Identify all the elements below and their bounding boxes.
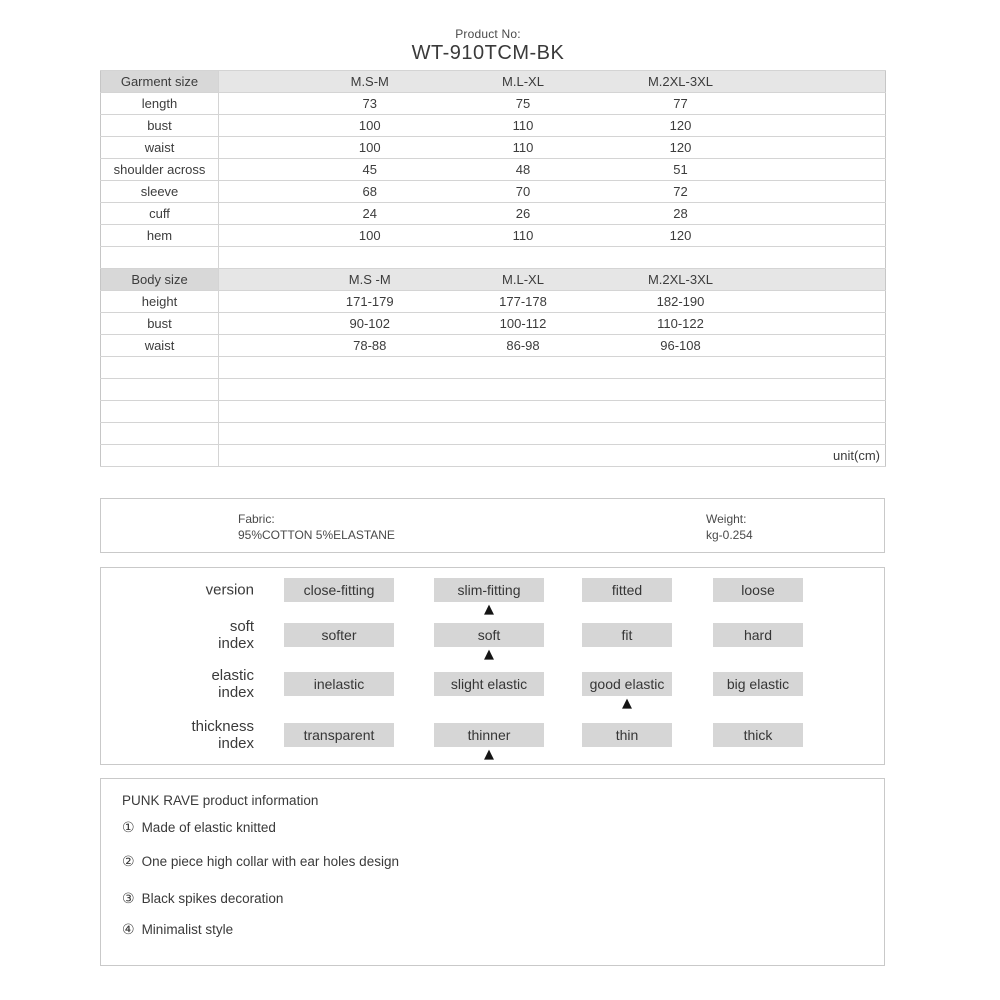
value-cell: 24 (219, 203, 446, 225)
item-number-icon: ① (122, 820, 135, 836)
value-cell: M.2XL-3XL (601, 71, 761, 93)
value-cell (761, 115, 886, 137)
option-box: thinner (434, 723, 544, 747)
garment-size-row (101, 115, 886, 137)
fabric-label: Fabric: (238, 512, 275, 526)
value-cell: 77 (601, 93, 761, 115)
body-size-row (101, 313, 886, 335)
value-cell (601, 401, 761, 423)
row-label-cell: height (101, 291, 219, 313)
value-cell: 120 (601, 225, 761, 247)
row-label-cell: waist (101, 137, 219, 159)
value-cell: M.S-M (219, 71, 446, 93)
value-cell: 45 (219, 159, 446, 181)
weight-label: Weight: (706, 512, 747, 526)
row-label-cell (101, 379, 219, 401)
item-text: Made of elastic knitted (141, 820, 276, 835)
value-cell (446, 379, 601, 401)
garment-size-row (101, 181, 886, 203)
option-box: soft (434, 623, 544, 647)
empty-row (101, 357, 886, 379)
product-info-item (122, 891, 283, 907)
value-cell: 100-112 (446, 313, 601, 335)
product-no-value: WT-910TCM-BK (411, 42, 565, 64)
value-cell: 72 (601, 181, 761, 203)
weight-block (706, 511, 753, 543)
value-cell (761, 159, 886, 181)
attr-row-version (101, 578, 884, 617)
row-label-cell: length (101, 93, 219, 115)
value-cell (446, 401, 601, 423)
body-size-header-row (101, 269, 886, 291)
product-info-item (122, 854, 399, 870)
value-cell (761, 71, 886, 93)
value-cell (761, 93, 886, 115)
value-cell (761, 423, 886, 445)
value-cell: M.L-XL (446, 71, 601, 93)
value-cell (601, 357, 761, 379)
value-cell: 26 (446, 203, 601, 225)
value-cell: 28 (601, 203, 761, 225)
option-box: thin (582, 723, 672, 747)
row-label-cell: shoulder across (101, 159, 219, 181)
row-label-cell: bust (101, 313, 219, 335)
row-label-cell (101, 401, 219, 423)
option-box: slight elastic (434, 672, 544, 696)
garment-size-row (101, 203, 886, 225)
value-cell: 90-102 (219, 313, 446, 335)
option-box: fit (582, 623, 672, 647)
value-cell: 73 (219, 93, 446, 115)
product-info-title: PUNK RAVE product information (122, 793, 319, 808)
row-label-cell: bust (101, 115, 219, 137)
value-cell (761, 181, 886, 203)
value-cell (219, 401, 446, 423)
value-cell: 110 (446, 225, 601, 247)
attr-row-label: elastic index (211, 667, 254, 701)
product-no-label: Product No: (455, 27, 521, 41)
value-cell: 70 (446, 181, 601, 203)
value-cell: 110-122 (601, 313, 761, 335)
attr-row-elastic-index (101, 667, 884, 711)
value-cell (219, 247, 446, 269)
value-cell (761, 203, 886, 225)
body-size-row (101, 291, 886, 313)
unit-row (101, 445, 886, 467)
garment-size-row (101, 159, 886, 181)
row-label-cell (101, 423, 219, 445)
value-cell (219, 379, 446, 401)
value-cell: M.S -M (219, 269, 446, 291)
value-cell (446, 357, 601, 379)
body-size-row (101, 335, 886, 357)
option-box: close-fitting (284, 578, 394, 602)
empty-row (101, 247, 886, 269)
value-cell (761, 401, 886, 423)
garment-size-row (101, 225, 886, 247)
size-table (100, 70, 886, 467)
attr-row-label: thickness index (191, 718, 254, 752)
option-box: softer (284, 623, 394, 647)
row-label-cell (101, 445, 219, 467)
garment-size-row (101, 93, 886, 115)
value-cell: 86-98 (446, 335, 601, 357)
empty-row (101, 401, 886, 423)
value-cell: 75 (446, 93, 601, 115)
fabric-value: 95%COTTON 5%ELASTANE (238, 528, 395, 542)
fabric-block (238, 511, 395, 543)
value-cell (446, 247, 601, 269)
value-cell (601, 247, 761, 269)
row-label-cell: Body size (101, 269, 219, 291)
empty-row (101, 423, 886, 445)
attr-row-thickness-index (101, 718, 884, 762)
value-cell (761, 225, 886, 247)
value-cell (601, 379, 761, 401)
attr-row-label: soft index (218, 618, 254, 652)
option-box: big elastic (713, 672, 803, 696)
value-cell: 120 (601, 137, 761, 159)
product-info-item (122, 922, 233, 938)
item-number-icon: ④ (122, 922, 135, 938)
value-cell (446, 423, 601, 445)
selected-marker-icon: ▲ (484, 602, 494, 617)
unit-note: unit(cm) (219, 445, 886, 467)
value-cell (761, 137, 886, 159)
option-box: thick (713, 723, 803, 747)
attr-row-label: version (205, 581, 254, 599)
row-label-cell (101, 247, 219, 269)
fabric-weight-box (100, 498, 885, 553)
row-label-cell: Garment size (101, 71, 219, 93)
item-text: One piece high collar with ear holes design (141, 854, 399, 869)
row-label-cell: cuff (101, 203, 219, 225)
selected-marker-icon: ▲ (484, 747, 494, 762)
value-cell: 110 (446, 137, 601, 159)
item-text: Minimalist style (141, 922, 234, 937)
row-label-cell: sleeve (101, 181, 219, 203)
value-cell: 100 (219, 115, 446, 137)
selected-marker-icon: ▲ (484, 647, 494, 662)
value-cell: 171-179 (219, 291, 446, 313)
option-box: slim-fitting (434, 578, 544, 602)
value-cell (219, 423, 446, 445)
value-cell: 182-190 (601, 291, 761, 313)
option-box: fitted (582, 578, 672, 602)
option-box: inelastic (284, 672, 394, 696)
value-cell: 177-178 (446, 291, 601, 313)
value-cell (601, 423, 761, 445)
option-box: transparent (284, 723, 394, 747)
item-number-icon: ③ (122, 891, 135, 907)
value-cell (761, 313, 886, 335)
value-cell: M.2XL-3XL (601, 269, 761, 291)
row-label-cell: waist (101, 335, 219, 357)
value-cell (219, 357, 446, 379)
value-cell (761, 247, 886, 269)
option-box: loose (713, 578, 803, 602)
value-cell: 120 (601, 115, 761, 137)
selected-marker-icon: ▲ (622, 696, 632, 711)
value-cell: 100 (219, 225, 446, 247)
value-cell: 78-88 (219, 335, 446, 357)
fit-index-box (100, 567, 885, 765)
value-cell: 100 (219, 137, 446, 159)
weight-value: kg-0.254 (706, 528, 753, 542)
option-box: hard (713, 623, 803, 647)
empty-row (101, 379, 886, 401)
value-cell: 110 (446, 115, 601, 137)
value-cell: 51 (601, 159, 761, 181)
value-cell (761, 357, 886, 379)
product-number-header (0, 27, 976, 65)
row-label-cell: hem (101, 225, 219, 247)
product-info-item (122, 820, 276, 836)
attr-row-soft-index (101, 618, 884, 662)
product-info-box (100, 778, 885, 966)
value-cell: 48 (446, 159, 601, 181)
size-table-body (101, 71, 886, 467)
row-label-cell (101, 357, 219, 379)
value-cell: M.L-XL (446, 269, 601, 291)
garment-size-header-row (101, 71, 886, 93)
value-cell (761, 291, 886, 313)
value-cell: 68 (219, 181, 446, 203)
value-cell (761, 269, 886, 291)
value-cell (761, 335, 886, 357)
item-number-icon: ② (122, 854, 135, 870)
value-cell (761, 379, 886, 401)
item-text: Black spikes decoration (141, 891, 284, 906)
garment-size-row (101, 137, 886, 159)
value-cell: 96-108 (601, 335, 761, 357)
option-box: good elastic (582, 672, 672, 696)
